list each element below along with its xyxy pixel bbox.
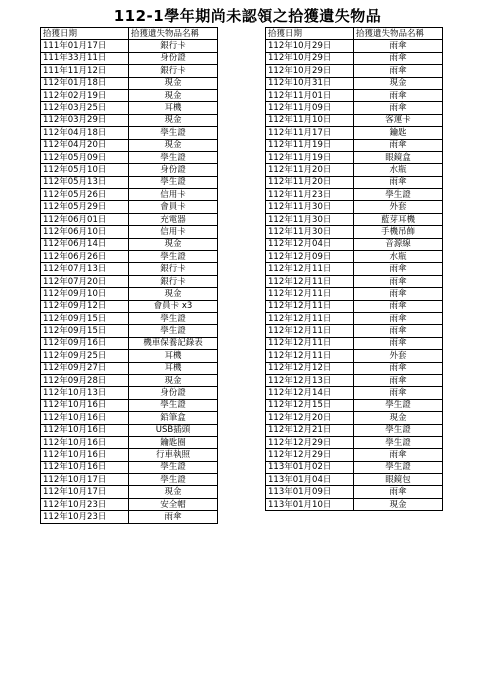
table-row xyxy=(266,40,443,52)
table-row xyxy=(41,362,218,374)
item-name-cell: 藍芽耳機 xyxy=(354,213,443,225)
item-name-cell: 耳機 xyxy=(129,350,218,362)
table-row xyxy=(41,102,218,114)
item-name-cell: 現金 xyxy=(354,77,443,89)
found-date-cell: 112年11月20日 xyxy=(266,176,354,188)
table-row xyxy=(41,486,218,498)
table-row xyxy=(41,52,218,64)
found-date-cell: 112年11月19日 xyxy=(266,139,354,151)
item-name-cell: 機車保養記錄表 xyxy=(129,337,218,349)
table-row xyxy=(266,486,443,498)
item-name-cell: 鑰匙 xyxy=(354,127,443,139)
found-date-cell: 112年11月09日 xyxy=(266,102,354,114)
item-name-cell: 雨傘 xyxy=(354,89,443,101)
found-date-cell: 112年05月10日 xyxy=(41,164,129,176)
item-name-cell: 雨傘 xyxy=(354,40,443,52)
item-name-cell: 雨傘 xyxy=(354,263,443,275)
item-name-cell: 銀行卡 xyxy=(129,275,218,287)
table-row xyxy=(266,362,443,374)
found-date-cell: 112年11月30日 xyxy=(266,213,354,225)
found-date-cell: 112年07月20日 xyxy=(41,275,129,287)
found-date-cell: 112年12月12日 xyxy=(266,362,354,374)
table-row xyxy=(266,77,443,89)
item-name-cell: 鑰匙圈 xyxy=(129,436,218,448)
found-date-cell: 112年10月16日 xyxy=(41,424,129,436)
item-name-cell: 信用卡 xyxy=(129,226,218,238)
found-date-cell: 113年01月02日 xyxy=(266,461,354,473)
found-date-cell: 112年12月15日 xyxy=(266,399,354,411)
item-name-cell: 客運卡 xyxy=(354,114,443,126)
found-date-cell: 112年12月21日 xyxy=(266,424,354,436)
item-name-cell: 學生證 xyxy=(129,399,218,411)
item-name-cell: 學生證 xyxy=(129,251,218,263)
header-row xyxy=(41,28,218,40)
item-name-cell: 銀行卡 xyxy=(129,65,218,77)
found-date-cell: 112年09月16日 xyxy=(41,337,129,349)
found-date-cell: 112年10月29日 xyxy=(266,65,354,77)
table-row xyxy=(41,189,218,201)
item-name-cell: 會員卡 x3 xyxy=(129,300,218,312)
found-date-cell: 112年12月29日 xyxy=(266,449,354,461)
found-date-cell: 112年12月11日 xyxy=(266,337,354,349)
found-date-cell: 112年10月16日 xyxy=(41,399,129,411)
found-date-cell: 112年10月17日 xyxy=(41,474,129,486)
header-row xyxy=(266,28,443,40)
table-row xyxy=(266,127,443,139)
item-name-cell: 學生證 xyxy=(354,436,443,448)
found-date-cell: 112年05月09日 xyxy=(41,151,129,163)
found-date-cell: 112年12月11日 xyxy=(266,288,354,300)
found-date-cell: 113年01月04日 xyxy=(266,474,354,486)
item-name-cell: 會員卡 xyxy=(129,201,218,213)
found-date-cell: 112年12月11日 xyxy=(266,350,354,362)
found-date-cell: 112年10月29日 xyxy=(266,40,354,52)
table-row xyxy=(266,213,443,225)
item-name-cell: 雨傘 xyxy=(354,275,443,287)
item-name-cell: 現金 xyxy=(354,412,443,424)
found-date-cell: 112年04月20日 xyxy=(41,139,129,151)
found-date-cell: 113年01月10日 xyxy=(266,498,354,510)
item-name-cell: 雨傘 xyxy=(354,325,443,337)
found-date-cell: 112年03月25日 xyxy=(41,102,129,114)
found-date-cell: 112年09月15日 xyxy=(41,312,129,324)
found-date-cell: 112年10月29日 xyxy=(266,52,354,64)
item-name-cell: 雨傘 xyxy=(354,52,443,64)
table-row xyxy=(41,65,218,77)
found-date-cell: 112年11月23日 xyxy=(266,189,354,201)
table-row xyxy=(41,89,218,101)
header-date: 拾獲日期 xyxy=(41,28,129,40)
table-row xyxy=(41,275,218,287)
table-row xyxy=(41,238,218,250)
table-row xyxy=(266,102,443,114)
item-name-cell: 雨傘 xyxy=(354,312,443,324)
table-row xyxy=(41,387,218,399)
table-row xyxy=(41,77,218,89)
table-row xyxy=(266,52,443,64)
item-name-cell: 安全帽 xyxy=(129,498,218,510)
item-name-cell: 現金 xyxy=(129,139,218,151)
table-row xyxy=(266,238,443,250)
item-name-cell: 學生證 xyxy=(129,474,218,486)
found-date-cell: 112年09月28日 xyxy=(41,374,129,386)
item-name-cell: 雨傘 xyxy=(354,362,443,374)
found-date-cell: 111年11月12日 xyxy=(41,65,129,77)
item-name-cell: 眼鏡盒 xyxy=(354,151,443,163)
table-row xyxy=(266,65,443,77)
found-date-cell: 112年10月31日 xyxy=(266,77,354,89)
found-date-cell: 112年11月19日 xyxy=(266,151,354,163)
table-row xyxy=(41,176,218,188)
table-row xyxy=(41,325,218,337)
found-date-cell: 111年33月11日 xyxy=(41,52,129,64)
table-row xyxy=(266,114,443,126)
table-row xyxy=(266,498,443,510)
lost-items-table-right xyxy=(265,27,443,511)
found-date-cell: 112年09月15日 xyxy=(41,325,129,337)
table-row xyxy=(41,164,218,176)
found-date-cell: 112年05月26日 xyxy=(41,189,129,201)
table-row xyxy=(266,275,443,287)
item-name-cell: 現金 xyxy=(129,288,218,300)
item-name-cell: 學生證 xyxy=(354,399,443,411)
table-row xyxy=(41,213,218,225)
found-date-cell: 112年10月16日 xyxy=(41,436,129,448)
table-row xyxy=(266,350,443,362)
item-name-cell: 銀行卡 xyxy=(129,40,218,52)
found-date-cell: 112年09月12日 xyxy=(41,300,129,312)
table-row xyxy=(41,300,218,312)
found-date-cell: 112年11月17日 xyxy=(266,127,354,139)
table-row xyxy=(266,89,443,101)
found-date-cell: 112年03月29日 xyxy=(41,114,129,126)
table-row xyxy=(41,474,218,486)
item-name-cell: 銀行卡 xyxy=(129,263,218,275)
table-row xyxy=(41,374,218,386)
found-date-cell: 112年06月01日 xyxy=(41,213,129,225)
found-date-cell: 112年11月20日 xyxy=(266,164,354,176)
item-name-cell: 雨傘 xyxy=(354,102,443,114)
found-date-cell: 112年12月13日 xyxy=(266,374,354,386)
table-row xyxy=(266,325,443,337)
item-name-cell: 雨傘 xyxy=(129,511,218,523)
found-date-cell: 112年12月09日 xyxy=(266,251,354,263)
table-row xyxy=(41,139,218,151)
lost-items-table-left xyxy=(40,27,218,524)
found-date-cell: 112年05月13日 xyxy=(41,176,129,188)
found-date-cell: 112年10月16日 xyxy=(41,412,129,424)
item-name-cell: 雨傘 xyxy=(354,300,443,312)
table-row xyxy=(266,201,443,213)
table-row xyxy=(41,412,218,424)
table-row xyxy=(266,424,443,436)
item-name-cell: 學生證 xyxy=(354,461,443,473)
table-row xyxy=(41,114,218,126)
table-row xyxy=(266,374,443,386)
item-name-cell: 充電器 xyxy=(129,213,218,225)
table-row xyxy=(41,263,218,275)
found-date-cell: 112年12月11日 xyxy=(266,275,354,287)
item-name-cell: 雨傘 xyxy=(354,374,443,386)
table-row xyxy=(266,387,443,399)
table-row xyxy=(41,424,218,436)
table-row xyxy=(41,337,218,349)
table-row xyxy=(266,189,443,201)
table-row xyxy=(266,226,443,238)
item-name-cell: 學生證 xyxy=(129,151,218,163)
found-date-cell: 112年06月10日 xyxy=(41,226,129,238)
found-date-cell: 112年01月18日 xyxy=(41,77,129,89)
item-name-cell: 雨傘 xyxy=(354,387,443,399)
found-date-cell: 112年12月11日 xyxy=(266,312,354,324)
found-date-cell: 112年05月29日 xyxy=(41,201,129,213)
item-name-cell: 水瓶 xyxy=(354,251,443,263)
table-row xyxy=(41,127,218,139)
item-name-cell: 現金 xyxy=(129,486,218,498)
table-row xyxy=(41,436,218,448)
found-date-cell: 112年12月11日 xyxy=(266,263,354,275)
table-row xyxy=(266,312,443,324)
found-date-cell: 112年12月20日 xyxy=(266,412,354,424)
item-name-cell: 雨傘 xyxy=(354,337,443,349)
item-name-cell: 音源線 xyxy=(354,238,443,250)
item-name-cell: USB插頭 xyxy=(129,424,218,436)
item-name-cell: 雨傘 xyxy=(354,139,443,151)
header-date: 拾獲日期 xyxy=(266,28,354,40)
found-date-cell: 112年11月30日 xyxy=(266,226,354,238)
found-date-cell: 112年02月19日 xyxy=(41,89,129,101)
found-date-cell: 112年12月29日 xyxy=(266,436,354,448)
found-date-cell: 112年06月14日 xyxy=(41,238,129,250)
item-name-cell: 雨傘 xyxy=(354,176,443,188)
found-date-cell: 112年12月11日 xyxy=(266,300,354,312)
item-name-cell: 雨傘 xyxy=(354,288,443,300)
found-date-cell: 112年10月16日 xyxy=(41,449,129,461)
found-date-cell: 112年10月23日 xyxy=(41,498,129,510)
item-name-cell: 身份證 xyxy=(129,52,218,64)
table-row xyxy=(266,263,443,275)
found-date-cell: 111年01月17日 xyxy=(41,40,129,52)
table-row xyxy=(41,511,218,523)
item-name-cell: 鉛筆盒 xyxy=(129,412,218,424)
table-row xyxy=(41,461,218,473)
table-row xyxy=(41,350,218,362)
found-date-cell: 112年10月16日 xyxy=(41,461,129,473)
table-row xyxy=(266,176,443,188)
item-name-cell: 學生證 xyxy=(129,176,218,188)
item-name-cell: 學生證 xyxy=(129,127,218,139)
found-date-cell: 112年07月13日 xyxy=(41,263,129,275)
table-row xyxy=(266,412,443,424)
item-name-cell: 信用卡 xyxy=(129,189,218,201)
item-name-cell: 耳機 xyxy=(129,102,218,114)
item-name-cell: 現金 xyxy=(354,498,443,510)
table-row xyxy=(41,151,218,163)
item-name-cell: 外套 xyxy=(354,350,443,362)
table-row xyxy=(41,312,218,324)
table-row xyxy=(266,288,443,300)
item-name-cell: 身份證 xyxy=(129,164,218,176)
found-date-cell: 112年11月01日 xyxy=(266,89,354,101)
item-name-cell: 學生證 xyxy=(354,424,443,436)
item-name-cell: 現金 xyxy=(129,89,218,101)
table-row xyxy=(41,40,218,52)
found-date-cell: 112年09月27日 xyxy=(41,362,129,374)
found-date-cell: 112年10月13日 xyxy=(41,387,129,399)
table-row xyxy=(266,251,443,263)
item-name-cell: 現金 xyxy=(129,114,218,126)
table-row xyxy=(41,399,218,411)
item-name-cell: 現金 xyxy=(129,77,218,89)
item-name-cell: 眼鏡包 xyxy=(354,474,443,486)
table-row xyxy=(41,201,218,213)
found-date-cell: 112年09月10日 xyxy=(41,288,129,300)
item-name-cell: 外套 xyxy=(354,201,443,213)
found-date-cell: 112年09月25日 xyxy=(41,350,129,362)
item-name-cell: 手機吊飾 xyxy=(354,226,443,238)
found-date-cell: 112年12月11日 xyxy=(266,325,354,337)
table-row xyxy=(41,226,218,238)
item-name-cell: 學生證 xyxy=(129,312,218,324)
table-row xyxy=(266,151,443,163)
table-row xyxy=(41,288,218,300)
item-name-cell: 耳機 xyxy=(129,362,218,374)
found-date-cell: 112年11月10日 xyxy=(266,114,354,126)
found-date-cell: 112年10月23日 xyxy=(41,511,129,523)
item-name-cell: 雨傘 xyxy=(354,449,443,461)
item-name-cell: 雨傘 xyxy=(354,65,443,77)
item-name-cell: 水瓶 xyxy=(354,164,443,176)
table-row xyxy=(266,399,443,411)
table-row xyxy=(266,300,443,312)
found-date-cell: 113年01月09日 xyxy=(266,486,354,498)
table-row xyxy=(41,498,218,510)
table-row xyxy=(41,251,218,263)
table-row xyxy=(41,449,218,461)
item-name-cell: 現金 xyxy=(129,238,218,250)
header-item: 拾獲遺失物品名稱 xyxy=(354,28,443,40)
found-date-cell: 112年12月14日 xyxy=(266,387,354,399)
item-name-cell: 行車執照 xyxy=(129,449,218,461)
item-name-cell: 學生證 xyxy=(354,189,443,201)
item-name-cell: 現金 xyxy=(129,374,218,386)
page-title: 112-1學年期尚未認領之拾獲遺失物品 xyxy=(113,7,382,25)
found-date-cell: 112年04月18日 xyxy=(41,127,129,139)
table-row xyxy=(266,474,443,486)
table-row xyxy=(266,164,443,176)
found-date-cell: 112年12月04日 xyxy=(266,238,354,250)
item-name-cell: 學生證 xyxy=(129,461,218,473)
table-row xyxy=(266,449,443,461)
header-item: 拾獲遺失物品名稱 xyxy=(129,28,218,40)
found-date-cell: 112年11月30日 xyxy=(266,201,354,213)
table-row xyxy=(266,337,443,349)
item-name-cell: 雨傘 xyxy=(354,486,443,498)
table-row xyxy=(266,139,443,151)
item-name-cell: 身份證 xyxy=(129,387,218,399)
table-row xyxy=(266,461,443,473)
item-name-cell: 學生證 xyxy=(129,325,218,337)
table-row xyxy=(266,436,443,448)
found-date-cell: 112年10月17日 xyxy=(41,486,129,498)
found-date-cell: 112年06月26日 xyxy=(41,251,129,263)
